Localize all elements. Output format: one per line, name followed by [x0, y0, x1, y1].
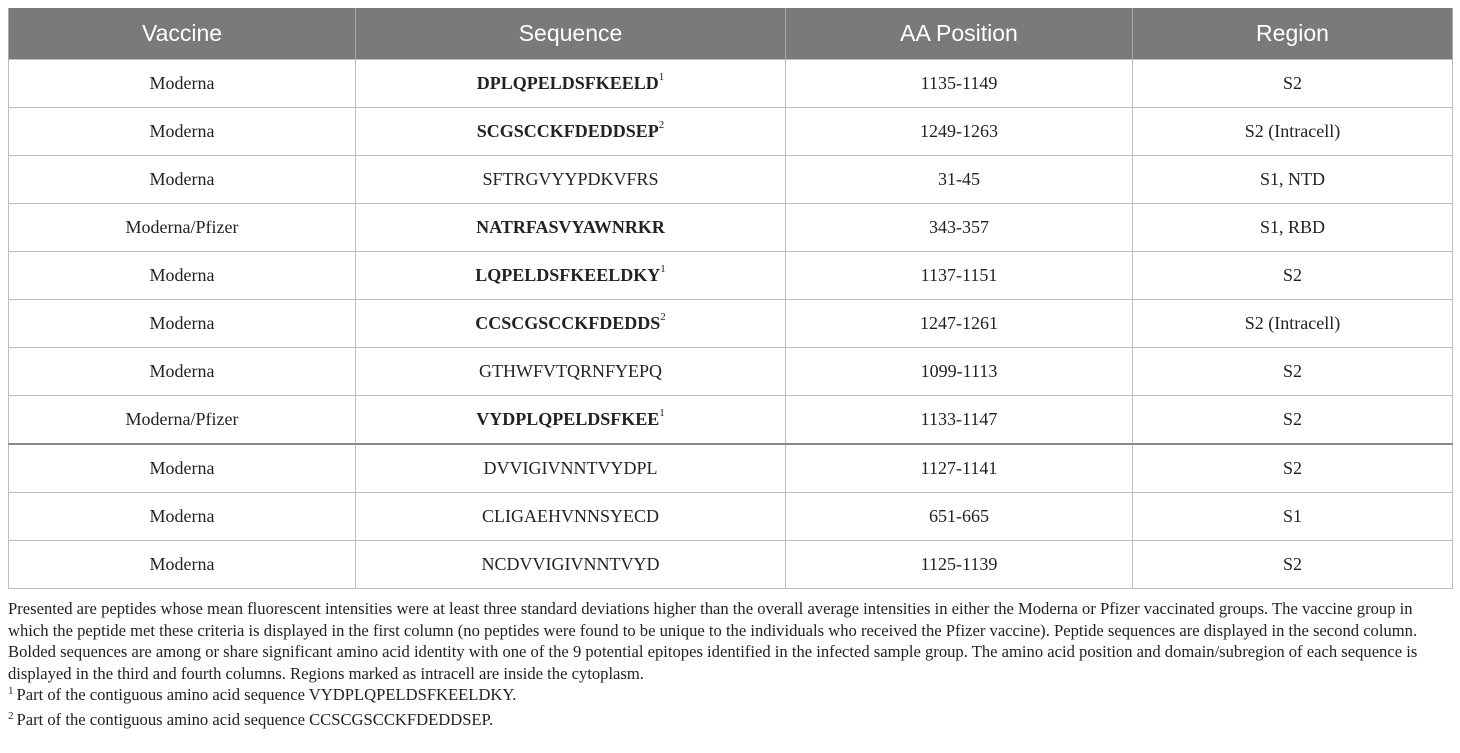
cell-region: S2 [1133, 444, 1453, 493]
cell-vaccine: Moderna/Pfizer [9, 204, 356, 252]
cell-aa-position: 1127-1141 [786, 444, 1133, 493]
cell-aa-position: 1247-1261 [786, 300, 1133, 348]
cell-aa-position: 1249-1263 [786, 108, 1133, 156]
footnote-ref: 1 [659, 407, 665, 419]
cell-vaccine: Moderna [9, 444, 356, 493]
cell-sequence [356, 396, 786, 445]
table-row [9, 396, 1453, 445]
footnote-ref: 2 [658, 119, 665, 131]
cell-aa-position: 1133-1147 [786, 396, 1133, 445]
cell-aa-position: 343-357 [786, 204, 1133, 252]
cell-vaccine: Moderna [9, 348, 356, 396]
table-row [9, 541, 1453, 589]
cell-aa-position: 1099-1113 [786, 348, 1133, 396]
cell-region: S2 [1133, 348, 1453, 396]
cell-vaccine: Moderna [9, 156, 356, 204]
footnote-text: Part of the contiguous amino acid sequence VYDPLQPELDSFKEELDKY. [16, 685, 517, 705]
sequence-text: GTHWFVTQRNFYEPQ [478, 361, 662, 381]
footnote-1 [8, 684, 1456, 709]
cell-aa-position: 1125-1139 [786, 541, 1133, 589]
sequence-text: LQPELDSFKEELDKY [475, 265, 661, 285]
cell-aa-position: 1135-1149 [786, 60, 1133, 108]
peptide-table-container [8, 8, 1452, 589]
cell-region: S2 [1133, 252, 1453, 300]
cell-vaccine: Moderna [9, 493, 356, 541]
cell-region: S1, NTD [1133, 156, 1453, 204]
sequence-text: NATRFASVYAWNRKR [476, 217, 665, 237]
cell-aa-position: 1137-1151 [786, 252, 1133, 300]
sequence-text: CLIGAEHVNNSYECD [482, 506, 659, 526]
sequence-text: VYDPLQPELDSFKEE [476, 409, 660, 429]
footnote-ref: 1 [658, 71, 665, 83]
cell-sequence [356, 252, 786, 300]
table-caption: Presented are peptides whose mean fluorescent intensities were at least three standard deviations higher than the overall average intensities in either the Moderna or Pfizer vaccinated groups. The vaccine group in which the peptide met these criteria is displayed in the first column (no peptides were found to be unique to the individuals who received the Pfizer vaccine). Peptide sequences are displayed in the second column. Bolded sequences are among or share significant amino acid identity with one of the 9 potential epitopes identified in the infected sample group. The amino acid position and domain/subregion of each sequence is displayed in the third and fourth columns. Regions marked as intracell are inside the cytoplasm. [8, 599, 1418, 683]
table-header-row [9, 8, 1453, 60]
cell-vaccine: Moderna [9, 541, 356, 589]
cell-sequence [356, 156, 786, 204]
footnote-ref: 1 [660, 263, 666, 275]
table-row [9, 156, 1453, 204]
table-row [9, 493, 1453, 541]
footnote-ref: 2 [660, 311, 666, 323]
sequence-text: CCSCGSCCKFDEDDS [475, 313, 661, 333]
cell-region: S2 [1133, 541, 1453, 589]
table-notes [8, 598, 1456, 734]
cell-region: S2 [1133, 396, 1453, 445]
cell-sequence [356, 541, 786, 589]
sequence-text: NCDVVIGIVNNTVYD [481, 554, 660, 574]
cell-sequence [356, 300, 786, 348]
table-row [9, 108, 1453, 156]
cell-sequence [356, 60, 786, 108]
cell-region: S2 [1133, 60, 1453, 108]
table-row [9, 300, 1453, 348]
sequence-text: SFTRGVYYPDKVFRS [482, 169, 659, 189]
cell-aa-position: 31-45 [786, 156, 1133, 204]
table-body [9, 60, 1453, 589]
footnote-mark: 2 [8, 709, 14, 722]
sequence-text: DVVIGIVNNTVYDPL [483, 458, 658, 478]
cell-sequence [356, 204, 786, 252]
cell-vaccine: Moderna/Pfizer [9, 396, 356, 445]
sequence-text: SCGSCCKFDEDDSEP [476, 121, 659, 141]
cell-region: S2 (Intracell) [1133, 300, 1453, 348]
header-region: Region [1133, 8, 1453, 60]
cell-aa-position: 651-665 [786, 493, 1133, 541]
peptide-table [8, 8, 1453, 589]
cell-vaccine: Moderna [9, 252, 356, 300]
cell-region: S1 [1133, 493, 1453, 541]
header-vaccine: Vaccine [9, 8, 356, 60]
footnote-mark: 1 [8, 685, 14, 698]
table-row [9, 348, 1453, 396]
header-aa-position: AA Position [786, 8, 1133, 60]
footnote-text: Part of the contiguous amino acid sequence CCSCGSCCKFDEDDSEP. [16, 709, 494, 729]
table-row [9, 204, 1453, 252]
footnote-2 [8, 709, 1456, 734]
sequence-text: DPLQPELDSFKEELD [476, 73, 659, 93]
cell-vaccine: Moderna [9, 300, 356, 348]
cell-sequence [356, 444, 786, 493]
cell-vaccine: Moderna [9, 60, 356, 108]
cell-region: S1, RBD [1133, 204, 1453, 252]
table-row [9, 60, 1453, 108]
cell-sequence [356, 348, 786, 396]
cell-sequence [356, 108, 786, 156]
table-row [9, 252, 1453, 300]
cell-region: S2 (Intracell) [1133, 108, 1453, 156]
header-sequence: Sequence [356, 8, 786, 60]
cell-sequence [356, 493, 786, 541]
cell-vaccine: Moderna [9, 108, 356, 156]
table-row [9, 444, 1453, 493]
